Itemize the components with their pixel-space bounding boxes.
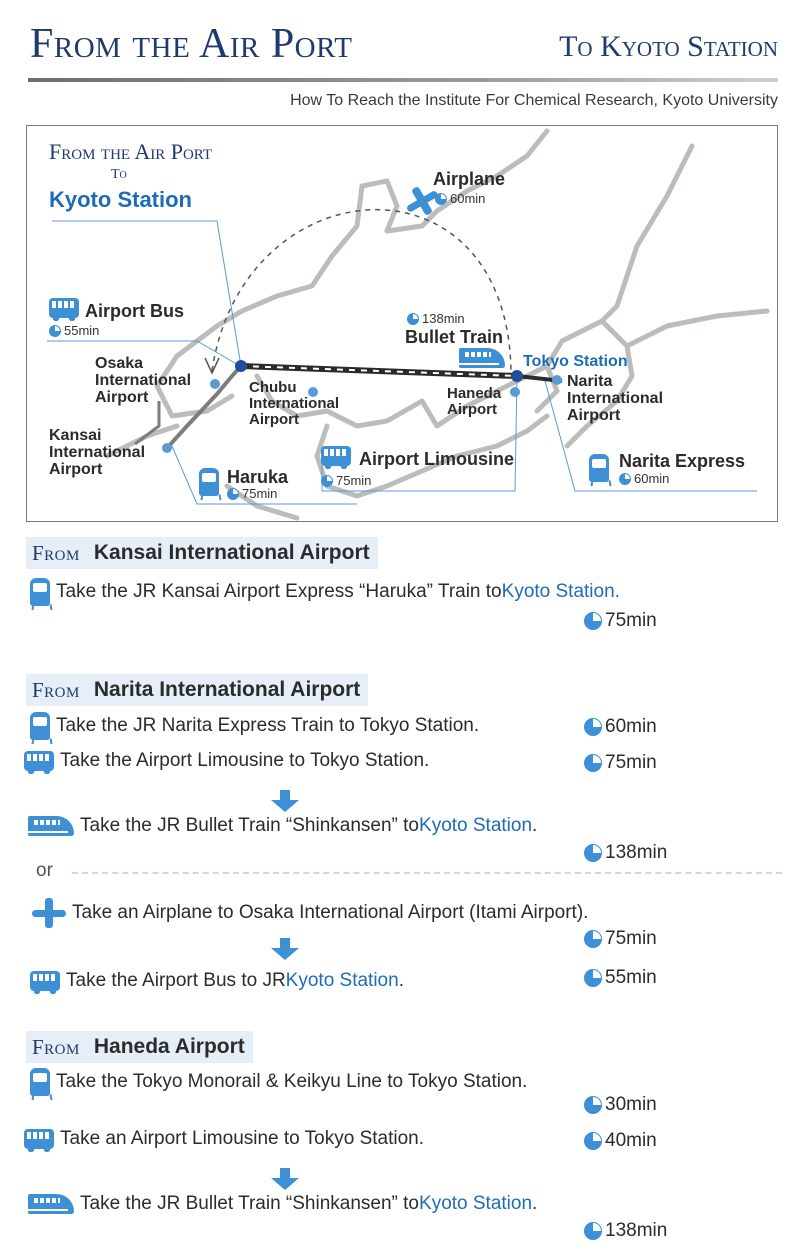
clock-icon bbox=[321, 475, 333, 487]
page-title-destination: To Kyoto Station bbox=[559, 30, 778, 63]
clock-icon bbox=[227, 488, 239, 500]
train-icon bbox=[30, 578, 50, 606]
haneda-step-2-duration: 40min bbox=[584, 1130, 657, 1152]
page-title: From the Air Port bbox=[30, 21, 353, 67]
map-limousine-label: Airport Limousine bbox=[359, 449, 515, 469]
section-place: Kansai International Airport bbox=[93, 541, 370, 564]
map-narita-express-time: 60min bbox=[619, 472, 669, 486]
map-airplane-label: Airplane bbox=[433, 169, 506, 189]
bullet-train-icon bbox=[459, 348, 505, 368]
map-kansai-airport: Kansai International Airport bbox=[49, 427, 146, 478]
haneda-step-1-duration: 30min bbox=[584, 1094, 657, 1116]
clock-icon bbox=[49, 325, 61, 337]
down-arrow-icon bbox=[271, 938, 299, 960]
clock-icon bbox=[584, 930, 602, 948]
bus-icon bbox=[24, 1129, 54, 1149]
haneda-step-3: Take the JR Bullet Train “Shinkansen” to Kyoto Station . bbox=[28, 1193, 537, 1215]
page-subtitle: How To Reach the Institute For Chemical Research, Kyoto University bbox=[290, 92, 778, 109]
narita-step-2-duration: 75min bbox=[584, 752, 657, 774]
map-airport-bus-time: 55min bbox=[49, 324, 99, 338]
narita-step-3: Take the JR Bullet Train “Shinkansen” to Kyoto Station . bbox=[28, 815, 537, 837]
map-limousine-marker bbox=[321, 446, 351, 471]
clock-icon bbox=[619, 473, 631, 485]
map-chubu-airport: Chubu International Airport bbox=[249, 379, 340, 428]
clock-icon bbox=[584, 612, 602, 630]
kansai-step-1: Take the JR Kansai Airport Express “Haruka” Train to Kyoto Station. bbox=[30, 578, 620, 606]
map-haneda-airport: Haneda Airport bbox=[447, 385, 502, 418]
kyoto-station-link: Kyoto Station. bbox=[501, 581, 620, 602]
clock-icon bbox=[584, 1222, 602, 1240]
bullet-train-icon bbox=[28, 816, 74, 836]
bus-icon bbox=[30, 971, 60, 991]
clock-icon bbox=[584, 1132, 602, 1150]
kyoto-station-link: Kyoto Station bbox=[285, 970, 399, 991]
title-divider bbox=[28, 78, 778, 82]
clock-icon bbox=[584, 1096, 602, 1114]
haneda-step-3-duration: 138min bbox=[584, 1220, 667, 1242]
map-airplane-marker bbox=[405, 186, 439, 221]
map-osaka-airport: Osaka International Airport bbox=[95, 355, 192, 406]
map-heading-destination: Kyoto Station bbox=[49, 187, 192, 212]
narita-step-5-duration: 55min bbox=[584, 967, 657, 989]
map-heading: From the Air Port bbox=[49, 139, 213, 164]
down-arrow-icon bbox=[271, 790, 299, 812]
narita-step-1-duration: 60min bbox=[584, 716, 657, 738]
map-haruka-label: Haruka bbox=[227, 467, 289, 487]
clock-icon bbox=[584, 718, 602, 736]
narita-step-4-duration: 75min bbox=[584, 928, 657, 950]
from-label: From bbox=[32, 677, 80, 702]
map-haruka-time: 75min bbox=[227, 487, 277, 501]
from-label: From bbox=[32, 540, 80, 565]
narita-step-4: Take an Airplane to Osaka International Airport (Itami Airport). bbox=[32, 898, 588, 928]
bullet-train-icon bbox=[28, 1194, 74, 1214]
narita-step-2: Take the Airport Limousine to Tokyo Station. bbox=[24, 750, 429, 772]
map-bus-marker bbox=[49, 298, 79, 323]
kyoto-station-link: Kyoto Station bbox=[419, 815, 533, 836]
clock-icon bbox=[435, 193, 447, 205]
haneda-step-1: Take the Tokyo Monorail & Keikyu Line to Tokyo Station. bbox=[30, 1068, 527, 1096]
map-bullet-train-label: Bullet Train bbox=[405, 327, 504, 347]
map-airplane-time: 60min bbox=[435, 192, 485, 206]
section-place: Haneda Airport bbox=[93, 1035, 245, 1058]
or-separator-label: or bbox=[36, 860, 53, 881]
bus-icon bbox=[321, 446, 351, 466]
map-bullet-train-marker bbox=[459, 348, 505, 373]
section-place: Narita International Airport bbox=[93, 678, 361, 701]
narita-step-5: Take the Airport Bus to JR Kyoto Station . bbox=[30, 970, 404, 992]
train-icon bbox=[30, 712, 50, 740]
bus-icon bbox=[49, 298, 79, 318]
map-tokyo-station: Tokyo Station bbox=[523, 353, 628, 370]
clock-icon bbox=[584, 969, 602, 987]
airplane-icon bbox=[32, 898, 66, 928]
map-limousine-time: 75min bbox=[321, 474, 371, 488]
kyoto-station-link: Kyoto Station bbox=[419, 1193, 533, 1214]
map-narita-express-label: Narita Express bbox=[619, 451, 746, 471]
down-arrow-icon bbox=[271, 1168, 299, 1190]
train-icon bbox=[30, 1068, 50, 1096]
clock-icon bbox=[584, 844, 602, 862]
map-haruka-marker bbox=[199, 468, 219, 501]
haneda-step-2: Take an Airport Limousine to Tokyo Station. bbox=[24, 1128, 424, 1150]
narita-step-3-duration: 138min bbox=[584, 842, 667, 864]
bus-icon bbox=[24, 751, 54, 771]
clock-icon bbox=[407, 313, 419, 325]
map-narita-express-marker bbox=[589, 454, 609, 487]
section-header-haneda bbox=[26, 1031, 253, 1063]
train-icon bbox=[199, 468, 219, 496]
route-map bbox=[26, 125, 778, 522]
map-bullet-train-time: 138min bbox=[407, 312, 465, 326]
from-label: From bbox=[32, 1034, 80, 1059]
section-header-kansai bbox=[26, 537, 378, 569]
narita-step-1: Take the JR Narita Express Train to Tokyo Station. bbox=[30, 712, 479, 740]
map-airport-bus-label: Airport Bus bbox=[85, 301, 184, 321]
kansai-step-1-duration: 75min bbox=[584, 610, 657, 632]
section-header-narita bbox=[26, 674, 368, 706]
map-narita-airport: Narita International Airport bbox=[567, 373, 664, 424]
train-icon bbox=[589, 454, 609, 482]
clock-icon bbox=[584, 754, 602, 772]
or-separator-line bbox=[72, 872, 782, 874]
map-heading-to: To bbox=[111, 167, 127, 182]
